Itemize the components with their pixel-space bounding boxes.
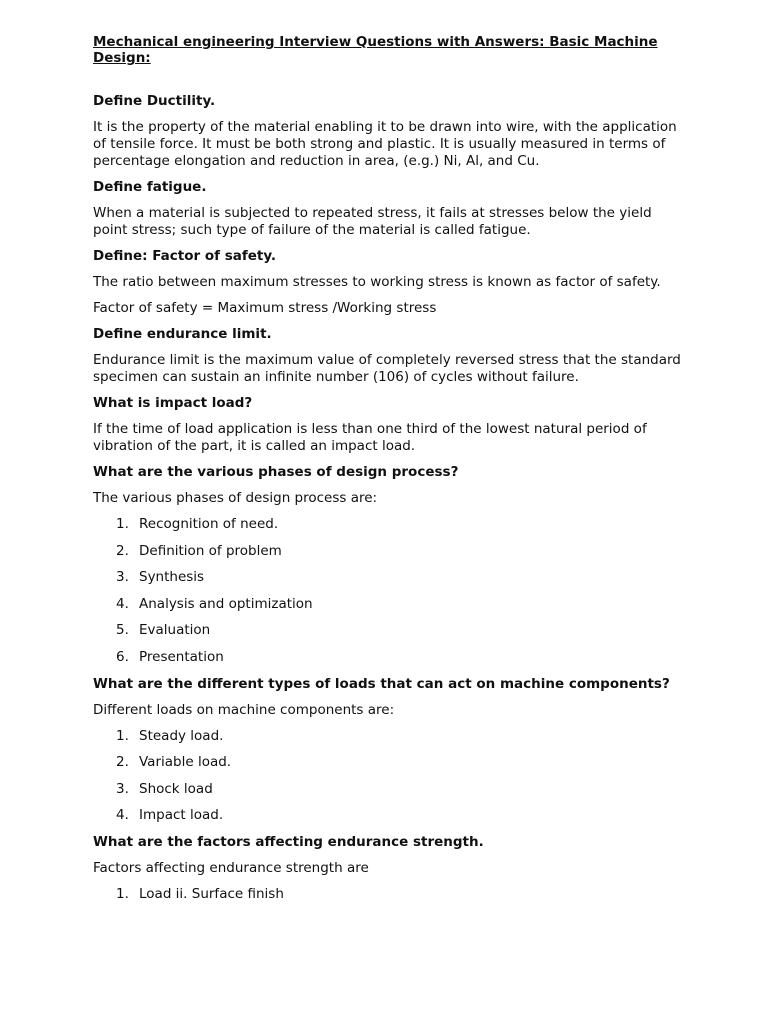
list-item [93, 622, 683, 639]
question-heading: What are the factors affecting endurance strength. [93, 833, 484, 850]
formula-line: Factor of safety = Maximum stress /Working stress [93, 300, 437, 316]
list-item-text: Evaluation [139, 622, 211, 639]
list-item-text: Variable load. [139, 754, 232, 771]
answer-paragraph: If the time of load application is less than one third of the lowest natural period of vibration of the part, it is called an impact load. [93, 421, 647, 454]
list-item-text: Impact load. [139, 807, 224, 824]
answer-paragraph: Factors affecting endurance strength are [93, 859, 369, 876]
list-number: 1. [116, 516, 129, 532]
qa-section-fatigue [93, 179, 683, 239]
answer-paragraph: It is the property of the material enabling it to be drawn into wire, with the application of tensile force. It must be both strong and plastic. It is usually measured in terms of percentage elongation and reduction in area, (e.g.) Ni, Al, and Cu. [93, 119, 677, 169]
list-item [93, 728, 683, 745]
answer-paragraph: Endurance limit is the maximum value of completely reversed stress that the standard specimen can sustain an infinite number (106) of cycles without failure. [93, 352, 681, 385]
qa-section-design-phases [93, 464, 683, 666]
answer-paragraph: The various phases of design process are: [93, 490, 378, 506]
list-item [93, 596, 683, 613]
qa-section-ductility [93, 93, 683, 170]
qa-section-endurance-strength [93, 834, 683, 903]
list-item-text: Steady load. [139, 727, 224, 744]
list-number: 4. [116, 807, 129, 824]
list-item-text: Load ii. Surface finish [139, 885, 284, 902]
list-item [93, 543, 683, 560]
qa-section-impact-load [93, 395, 683, 455]
question-heading: Define: Factor of safety. [93, 248, 277, 264]
list-item-text: Presentation [139, 648, 224, 665]
list-item-text: Shock load [139, 780, 213, 797]
list-item [93, 781, 683, 798]
list-number: 4. [116, 595, 129, 612]
list-item [93, 754, 683, 771]
answer-paragraph: Different loads on machine components are: [93, 701, 395, 718]
list-number: 1. [116, 885, 129, 902]
list-item-text: Recognition of need. [139, 516, 279, 532]
numbered-list [93, 886, 683, 903]
numbered-list [93, 728, 683, 825]
list-item-text: Definition of problem [139, 542, 282, 559]
list-item [93, 516, 683, 533]
qa-section-factor-of-safety [93, 248, 683, 317]
document-page [93, 34, 683, 913]
list-item-text: Analysis and optimization [139, 595, 313, 612]
question-heading: Define endurance limit. [93, 326, 272, 342]
document-title: Mechanical engineering Interview Questions with Answers: Basic Machine Design: [93, 34, 658, 66]
qa-section-endurance-limit [93, 326, 683, 386]
list-number: 1. [116, 727, 129, 744]
question-heading: What are the various phases of design process? [93, 464, 459, 480]
list-item [93, 886, 683, 903]
list-item [93, 807, 683, 824]
list-number: 5. [116, 622, 129, 639]
question-heading: What is impact load? [93, 395, 253, 411]
list-item [93, 569, 683, 586]
answer-paragraph: When a material is subjected to repeated stress, it fails at stresses below the yield point stress; such type of failure of the material is called fatigue. [93, 205, 652, 238]
list-item [93, 649, 683, 666]
list-number: 3. [116, 780, 129, 797]
qa-section-load-types [93, 676, 683, 825]
list-item-text: Synthesis [139, 569, 205, 586]
list-number: 3. [116, 569, 129, 586]
question-heading: Define Ductility. [93, 93, 216, 109]
list-number: 6. [116, 648, 129, 665]
question-heading: Define fatigue. [93, 179, 207, 195]
answer-paragraph: The ratio between maximum stresses to working stress is known as factor of safety. [93, 274, 661, 290]
list-number: 2. [116, 754, 129, 771]
list-number: 2. [116, 542, 129, 559]
question-heading: What are the different types of loads that can act on machine components? [93, 675, 670, 692]
numbered-list [93, 516, 683, 666]
